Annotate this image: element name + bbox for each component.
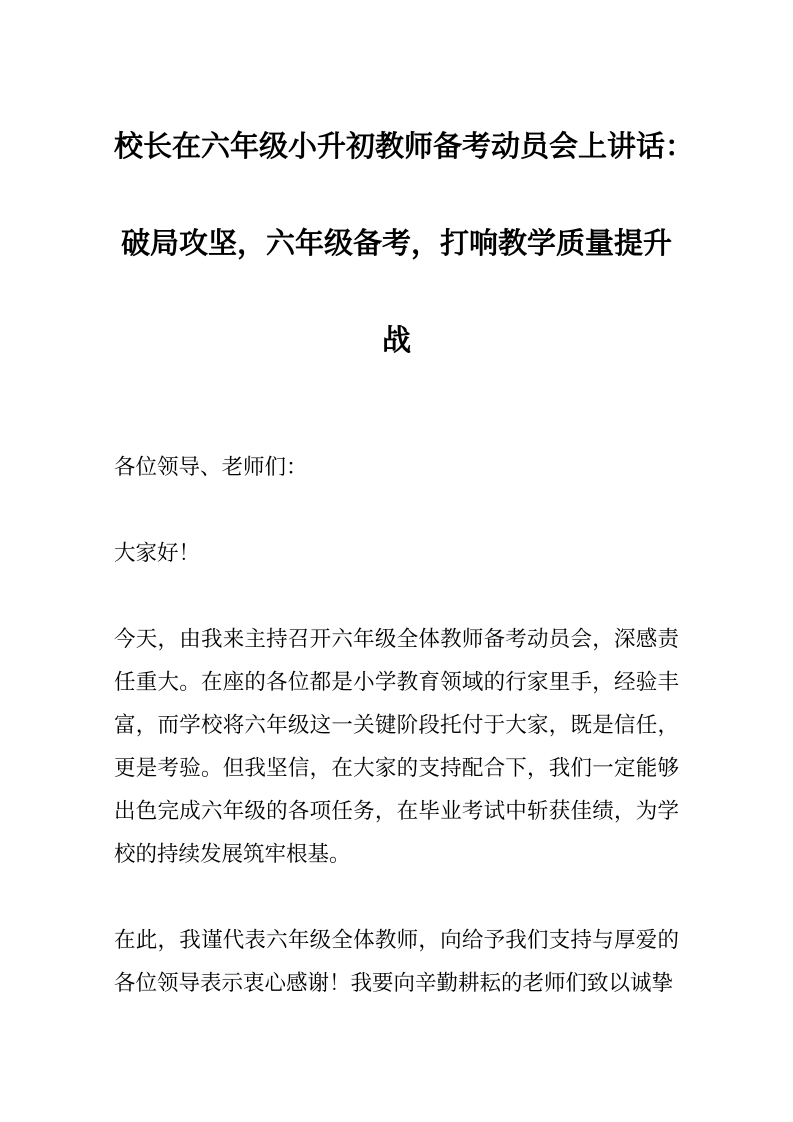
document-title-line-2: 破局攻坚，六年级备考，打响教学质量提升 bbox=[120, 228, 672, 260]
document-title-line-1: 校长在六年级小升初教师备考动员会上讲话： bbox=[114, 131, 695, 163]
greeting-paragraph: 大家好！ bbox=[114, 541, 201, 565]
document-body bbox=[114, 446, 679, 1005]
salutation-paragraph: 各位领导、老师们： bbox=[114, 455, 308, 479]
body-paragraph-2: 在此，我谨代表六年级全体教师，向给予我们支持与厚爱的各位领导表示衷心感谢！我要向辛勤耕耘的老师们致以诚挚 bbox=[114, 928, 679, 995]
body-paragraph-1: 今天，由我来主持召开六年级全体教师备考动员会，深感责任重大。在座的各位都是小学教育领域的行家里手，经验丰富，而学校将六年级这一关键阶段托付于大家，既是信任，更是考验。但我坚信，在大家的支持配合下，我们一定能够出色完成六年级的各项任务，在毕业考试中斩获佳绩，为学校的持续发展筑牢根基。 bbox=[114, 627, 679, 866]
document-title-line-3: 战 bbox=[381, 325, 411, 357]
document-title bbox=[114, 99, 695, 390]
